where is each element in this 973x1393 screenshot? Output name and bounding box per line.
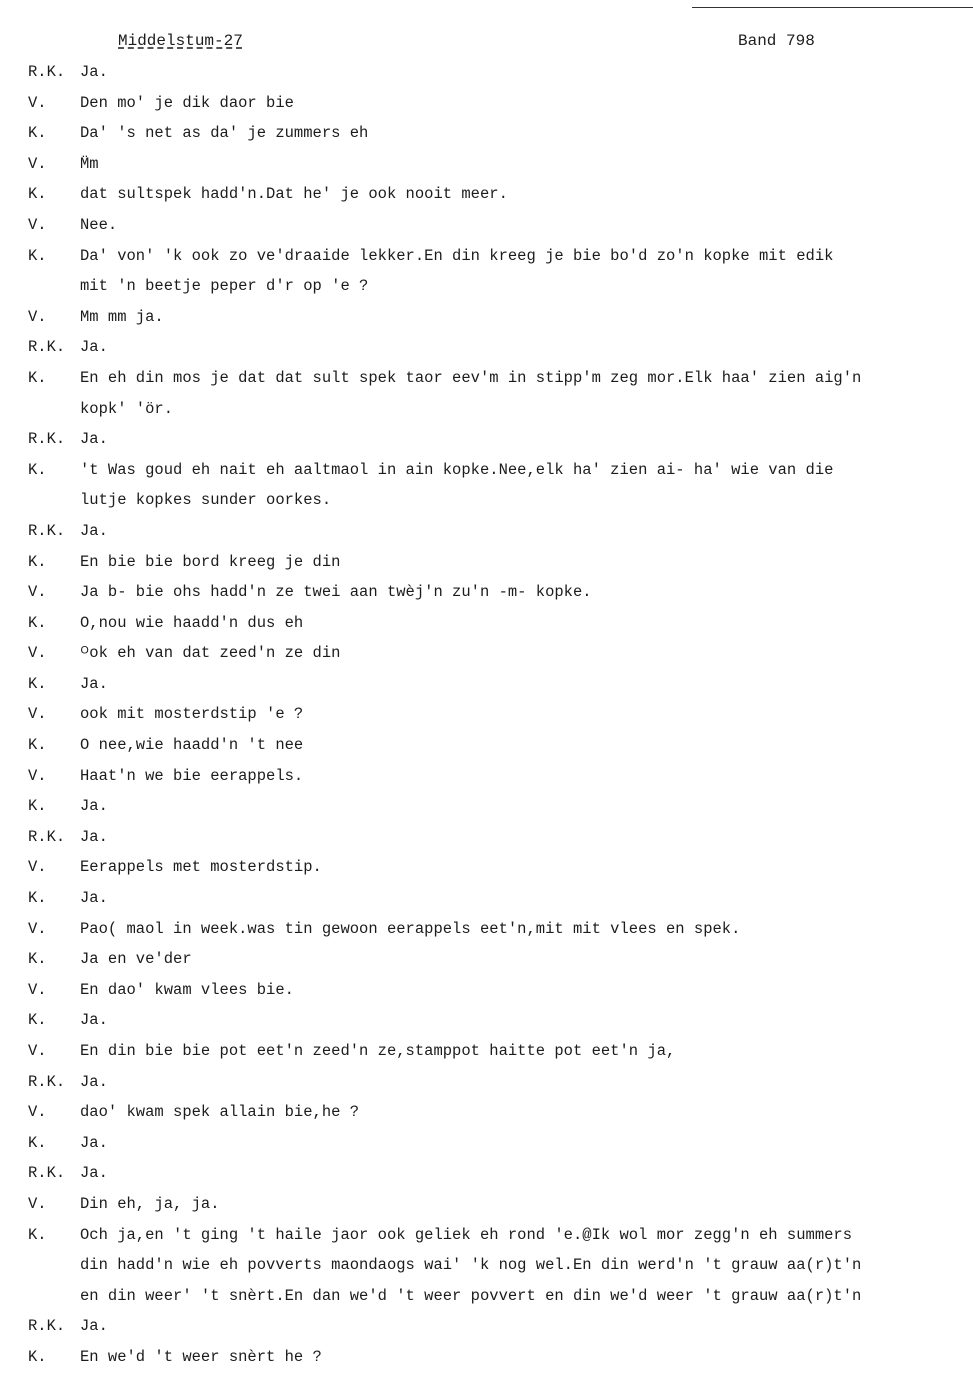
transcript-turn bbox=[0, 1189, 973, 1220]
speaker-label: V. bbox=[28, 1103, 47, 1122]
transcript-turn bbox=[0, 210, 973, 241]
utterance-text: ook mit mosterdstip 'e ? bbox=[80, 705, 304, 724]
utterance-text: Eerappels met mosterdstip. bbox=[80, 858, 322, 877]
speaker-label: K. bbox=[28, 889, 47, 908]
utterance-text: Haat'n we bie eerappels. bbox=[80, 766, 304, 785]
transcript-turn bbox=[0, 730, 973, 761]
transcript-turn bbox=[0, 761, 973, 792]
speaker-label: R.K. bbox=[28, 338, 66, 357]
transcript-turn bbox=[0, 455, 973, 516]
transcript-turn bbox=[0, 332, 973, 363]
utterance-text: Och ja,en 't ging 't haile jaor ook geliek eh rond 'e.@Ik wol mor zegg'n eh summers din hadd'n wie eh povverts maondaogs wai' 'k nog wel.En din werd'n 't grauw aa(r)t'n en din weer' 't snèrt.En dan we'd 't weer povvert en din we'd weer 't grauw aa(r)t'n bbox=[80, 1225, 862, 1305]
utterance-text: O,nou wie haadd'n dus eh bbox=[80, 613, 304, 632]
utterance-text: Ja b- bie ohs hadd'n ze twei aan twèj'n zu'n -m- kopke. bbox=[80, 583, 592, 602]
utterance-text: Ja. bbox=[80, 1133, 108, 1152]
utterance-text: Da' 's net as da' je zummers eh bbox=[80, 124, 369, 143]
utterance-text: Ja. bbox=[80, 1317, 108, 1336]
transcript-turn bbox=[0, 241, 973, 302]
utterance-text: En we'd 't weer snèrt he ? bbox=[80, 1347, 322, 1366]
utterance-text: Ja. bbox=[80, 63, 108, 81]
transcript-turn bbox=[0, 791, 973, 822]
speaker-label: V. bbox=[28, 858, 47, 877]
utterance-text: En eh din mos je dat dat sult spek taor eev'm in stipp'm zeg mor.Elk haa' zien aig'n kopk' 'ör. bbox=[80, 368, 862, 418]
speaker-label: K. bbox=[28, 736, 47, 755]
utterance-text: Ja. bbox=[80, 338, 108, 357]
speaker-label: K. bbox=[28, 950, 47, 969]
utterance-text: Ja. bbox=[80, 1011, 108, 1030]
transcript-turn bbox=[0, 424, 973, 455]
top-rule bbox=[692, 7, 973, 8]
transcript-turn bbox=[0, 118, 973, 149]
speaker-label: V. bbox=[28, 766, 47, 785]
speaker-label: R.K. bbox=[28, 1164, 66, 1183]
speaker-label: K. bbox=[28, 674, 47, 693]
utterance-text: Ja. bbox=[80, 674, 108, 693]
transcript-turn bbox=[0, 975, 973, 1006]
utterance-text: En bie bie bord kreeg je din bbox=[80, 552, 341, 571]
utterance-text: Din eh, ja, ja. bbox=[80, 1194, 220, 1213]
utterance-text: En din bie bie pot eet'n zeed'n ze,stamppot haitte pot eet'n ja, bbox=[80, 1042, 676, 1060]
utterance-text: O nee,wie haadd'n 't nee bbox=[80, 736, 304, 755]
transcript-turn bbox=[0, 149, 973, 180]
transcript-turn bbox=[0, 1220, 973, 1312]
transcript-turn bbox=[0, 547, 973, 578]
speaker-label: R.K. bbox=[28, 63, 66, 81]
utterance-text: Mm mm ja. bbox=[80, 307, 164, 326]
transcript-turn bbox=[0, 883, 973, 914]
speaker-label: K. bbox=[28, 246, 47, 265]
utterance-text: dat sultspek hadd'n.Dat he' je ook nooit meer. bbox=[80, 185, 508, 204]
speaker-label: V. bbox=[28, 154, 47, 173]
speaker-label: K. bbox=[28, 124, 47, 143]
transcript-turn bbox=[0, 1067, 973, 1098]
speaker-label: V. bbox=[28, 93, 47, 112]
speaker-label: V. bbox=[28, 1194, 47, 1213]
speaker-label: K. bbox=[28, 1225, 47, 1244]
utterance-text: Nee. bbox=[80, 215, 118, 234]
transcript-turn bbox=[0, 1342, 973, 1373]
transcript-turn bbox=[0, 179, 973, 210]
transcript-turn bbox=[0, 1128, 973, 1159]
speaker-label: V. bbox=[28, 215, 47, 234]
transcript-turn bbox=[0, 516, 973, 547]
utterance-text: Ja. bbox=[80, 827, 108, 846]
transcript-turn bbox=[0, 88, 973, 119]
transcript-turn bbox=[0, 669, 973, 700]
speaker-label: K. bbox=[28, 1011, 47, 1030]
utterance-text: ᴼok eh van dat zeed'n ze din bbox=[80, 644, 341, 663]
speaker-label: R.K. bbox=[28, 1072, 66, 1091]
speaker-label: R.K. bbox=[28, 827, 66, 846]
utterance-text: M̈m bbox=[80, 154, 99, 173]
transcript-turn bbox=[0, 822, 973, 853]
transcript-turn bbox=[0, 1158, 973, 1189]
speaker-label: R.K. bbox=[28, 430, 66, 449]
utterance-text: En dao' kwam vlees bie. bbox=[80, 980, 294, 999]
speaker-label: V. bbox=[28, 980, 47, 999]
utterance-text: Da' von' 'k ook zo ve'draaide lekker.En din kreeg je bie bo'd zo'n kopke mit edik mit 'n beetje peper d'r op 'e ? bbox=[80, 246, 834, 296]
speaker-label: K. bbox=[28, 368, 47, 387]
transcript-turn bbox=[0, 638, 973, 669]
utterance-text: 't Was goud eh nait eh aaltmaol in ain kopke.Nee,elk ha' zien ai- ha' wie van die lutje kopkes sunder oorkes. bbox=[80, 460, 834, 510]
transcript-turn bbox=[0, 1036, 973, 1067]
band-number: Band 798 bbox=[738, 32, 815, 50]
page-title: Middelstum-27 bbox=[118, 32, 243, 50]
speaker-label: K. bbox=[28, 185, 47, 204]
utterance-text: Pao( maol in week.was tin gewoon eerappels eet'n,mit mit vlees en spek. bbox=[80, 919, 741, 938]
speaker-label: K. bbox=[28, 552, 47, 571]
utterance-text: Ja en ve'der bbox=[80, 950, 192, 969]
utterance-text: Ja. bbox=[80, 521, 108, 540]
speaker-label: K. bbox=[28, 1133, 47, 1152]
transcript-turn bbox=[0, 914, 973, 945]
utterance-text: Ja. bbox=[80, 797, 108, 816]
speaker-label: V. bbox=[28, 644, 47, 663]
speaker-label: R.K. bbox=[28, 521, 66, 540]
speaker-label: K. bbox=[28, 613, 47, 632]
speaker-label: R.K. bbox=[28, 1317, 66, 1336]
transcript-turn bbox=[0, 944, 973, 975]
transcript-turn bbox=[0, 852, 973, 883]
transcript-turn bbox=[0, 699, 973, 730]
utterance-text: dao' kwam spek allain bie,he ? bbox=[80, 1103, 360, 1122]
speaker-label: V. bbox=[28, 705, 47, 724]
transcript-turn bbox=[0, 363, 973, 424]
transcript-turn bbox=[0, 1005, 973, 1036]
transcript-turn bbox=[0, 302, 973, 333]
utterance-text: Ja. bbox=[80, 1164, 108, 1183]
speaker-label: K. bbox=[28, 797, 47, 816]
utterance-text: Ja. bbox=[80, 889, 108, 908]
transcript-turn bbox=[0, 1097, 973, 1128]
utterance-text: Ja. bbox=[80, 430, 108, 449]
transcript bbox=[0, 57, 973, 1373]
utterance-text: Ja. bbox=[80, 1072, 108, 1091]
utterance-text: Den mo' je dik daor bie bbox=[80, 93, 294, 112]
speaker-label: V. bbox=[28, 919, 47, 938]
transcript-turn bbox=[0, 608, 973, 639]
speaker-label: V. bbox=[28, 307, 47, 326]
transcript-turn bbox=[0, 577, 973, 608]
speaker-label: K. bbox=[28, 460, 47, 479]
transcript-turn bbox=[0, 57, 973, 88]
speaker-label: V. bbox=[28, 1042, 47, 1060]
speaker-label: K. bbox=[28, 1347, 47, 1366]
speaker-label: V. bbox=[28, 583, 47, 602]
transcript-turn bbox=[0, 1311, 973, 1342]
